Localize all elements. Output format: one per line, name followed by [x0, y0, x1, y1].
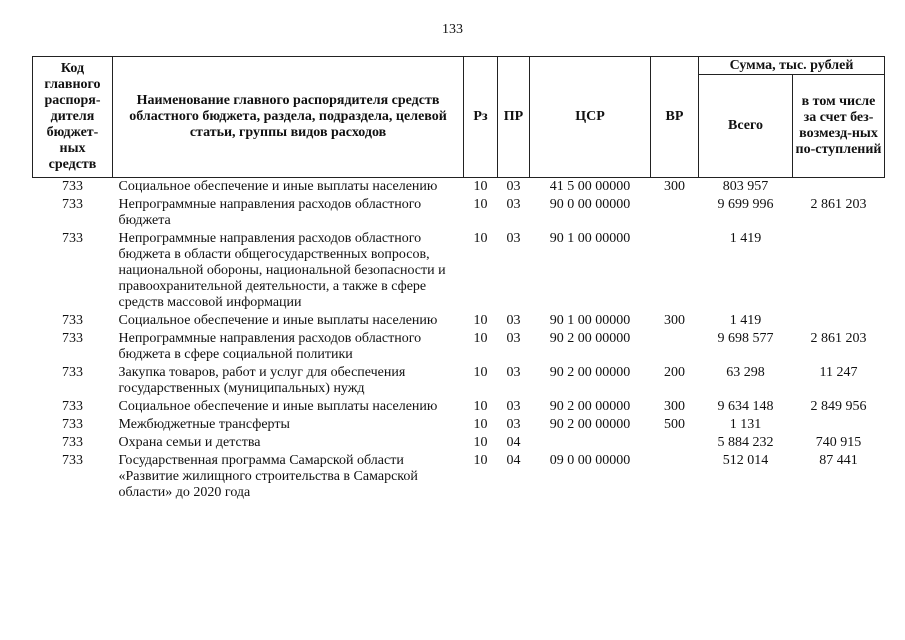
- cell-pr: 04: [506, 435, 521, 450]
- header-csr: ЦСР: [530, 57, 651, 178]
- cell-free: 2 861 203: [810, 331, 867, 346]
- header-pr: ПР: [498, 57, 530, 178]
- cell-total: 512 014: [722, 453, 769, 468]
- cell-vr: [651, 435, 699, 453]
- cell-free: 87 441: [819, 453, 858, 468]
- cell-free: [793, 417, 885, 435]
- cell-vr: [651, 197, 699, 231]
- header-sum-group: Сумма, тыс. рублей: [699, 57, 885, 75]
- table-row: [33, 231, 885, 313]
- cell-vr: [651, 331, 699, 365]
- cell-free: 740 915: [815, 435, 862, 450]
- cell-total: 9 699 996: [717, 197, 774, 212]
- cell-free: [793, 178, 885, 198]
- cell-free: [793, 231, 885, 313]
- cell-rz: 10: [473, 435, 488, 450]
- cell-rz: 10: [473, 331, 488, 346]
- cell-rz: 10: [473, 179, 488, 194]
- cell-name: Непрограммные направления расходов областного бюджета в области общегосударственных вопросов, национальной обороны, национальной безопасности и правоохранительной деятельности, а также в сфере средств массовой информации: [118, 231, 446, 310]
- cell-pr: 03: [506, 231, 521, 246]
- cell-total: 1 131: [729, 417, 762, 432]
- cell-code: 733: [62, 399, 83, 414]
- cell-csr: 90 2 00 00000: [549, 365, 631, 380]
- cell-vr: [651, 231, 699, 313]
- cell-free: 2 849 956: [810, 399, 867, 414]
- header-name: Наименование главного распорядителя средств областного бюджета, раздела, подраздела, целевой статьи, группы видов расходов: [113, 57, 464, 178]
- cell-csr: 90 1 00 00000: [549, 313, 631, 328]
- cell-rz: 10: [473, 197, 488, 212]
- cell-rz: 10: [473, 365, 488, 380]
- cell-total: 5 884 232: [717, 435, 774, 450]
- header-rz: Рз: [464, 57, 498, 178]
- cell-code: 733: [62, 417, 83, 432]
- cell-csr: 41 5 00 00000: [549, 179, 631, 194]
- cell-vr: 300: [664, 313, 685, 328]
- cell-name: Социальное обеспечение и иные выплаты населению: [118, 179, 438, 194]
- cell-code: 733: [62, 313, 83, 328]
- cell-csr: 90 2 00 00000: [549, 417, 631, 432]
- cell-csr: 90 2 00 00000: [549, 331, 631, 346]
- cell-total: 803 957: [722, 179, 769, 194]
- table-row: [33, 453, 885, 503]
- cell-pr: 03: [506, 313, 521, 328]
- cell-csr: 90 0 00 00000: [549, 197, 631, 212]
- table-row: [33, 331, 885, 365]
- cell-pr: 03: [506, 417, 521, 432]
- cell-pr: 03: [506, 197, 521, 212]
- cell-csr: [530, 435, 651, 453]
- cell-rz: 10: [473, 231, 488, 246]
- cell-total: 9 698 577: [717, 331, 774, 346]
- cell-vr: 200: [664, 365, 685, 380]
- cell-rz: 10: [473, 417, 488, 432]
- cell-pr: 03: [506, 399, 521, 414]
- cell-code: 733: [62, 179, 83, 194]
- cell-vr: 500: [664, 417, 685, 432]
- cell-code: 733: [62, 331, 83, 346]
- cell-rz: 10: [473, 313, 488, 328]
- table-body: [33, 178, 885, 504]
- cell-code: 733: [62, 453, 83, 468]
- header-free: в том числе за счет без-возмезд-ных по-ступлений: [793, 75, 885, 178]
- cell-pr: 03: [506, 331, 521, 346]
- table-row: [33, 313, 885, 331]
- cell-total: 9 634 148: [717, 399, 774, 414]
- cell-vr: [651, 453, 699, 503]
- page-number: 133: [442, 22, 463, 37]
- table-row: [33, 435, 885, 453]
- cell-csr: 90 2 00 00000: [549, 399, 631, 414]
- table-row: [33, 197, 885, 231]
- cell-name: Социальное обеспечение и иные выплаты населению: [118, 313, 438, 328]
- cell-code: 733: [62, 365, 83, 380]
- cell-free: [793, 313, 885, 331]
- header-code: Код главного распоря-дителя бюджет-ных средств: [33, 57, 113, 178]
- header-total: Всего: [699, 75, 793, 178]
- cell-name: Социальное обеспечение и иные выплаты населению: [118, 399, 438, 414]
- cell-csr: 90 1 00 00000: [549, 231, 631, 246]
- cell-free: 11 247: [819, 365, 858, 380]
- cell-vr: 300: [664, 399, 685, 414]
- cell-vr: 300: [664, 179, 685, 194]
- cell-pr: 03: [506, 365, 521, 380]
- cell-code: 733: [62, 197, 83, 212]
- cell-rz: 10: [473, 399, 488, 414]
- table-row: [33, 417, 885, 435]
- cell-pr: 03: [506, 179, 521, 194]
- header-vr: ВР: [651, 57, 699, 178]
- cell-total: 1 419: [729, 313, 762, 328]
- table-row: [33, 365, 885, 399]
- cell-name: Государственная программа Самарской области «Развитие жилищного строительства в Самарской области» до 2020 года: [118, 453, 418, 500]
- cell-total: 1 419: [729, 231, 762, 246]
- budget-table: [32, 56, 885, 503]
- cell-rz: 10: [473, 453, 488, 468]
- cell-name: Закупка товаров, работ и услуг для обеспечения государственных (муниципальных) нужд: [118, 365, 406, 396]
- cell-code: 733: [62, 231, 83, 246]
- cell-name: Охрана семьи и детства: [118, 435, 261, 450]
- table-row: [33, 399, 885, 417]
- cell-code: 733: [62, 435, 83, 450]
- cell-csr: 09 0 00 00000: [549, 453, 631, 468]
- cell-name: Непрограммные направления расходов областного бюджета в сфере социальной политики: [118, 331, 422, 362]
- cell-free: 2 861 203: [810, 197, 867, 212]
- cell-name: Непрограммные направления расходов областного бюджета: [118, 197, 422, 228]
- table-row: [33, 178, 885, 198]
- cell-total: 63 298: [726, 365, 765, 380]
- cell-pr: 04: [506, 453, 521, 468]
- cell-name: Межбюджетные трансферты: [118, 417, 290, 432]
